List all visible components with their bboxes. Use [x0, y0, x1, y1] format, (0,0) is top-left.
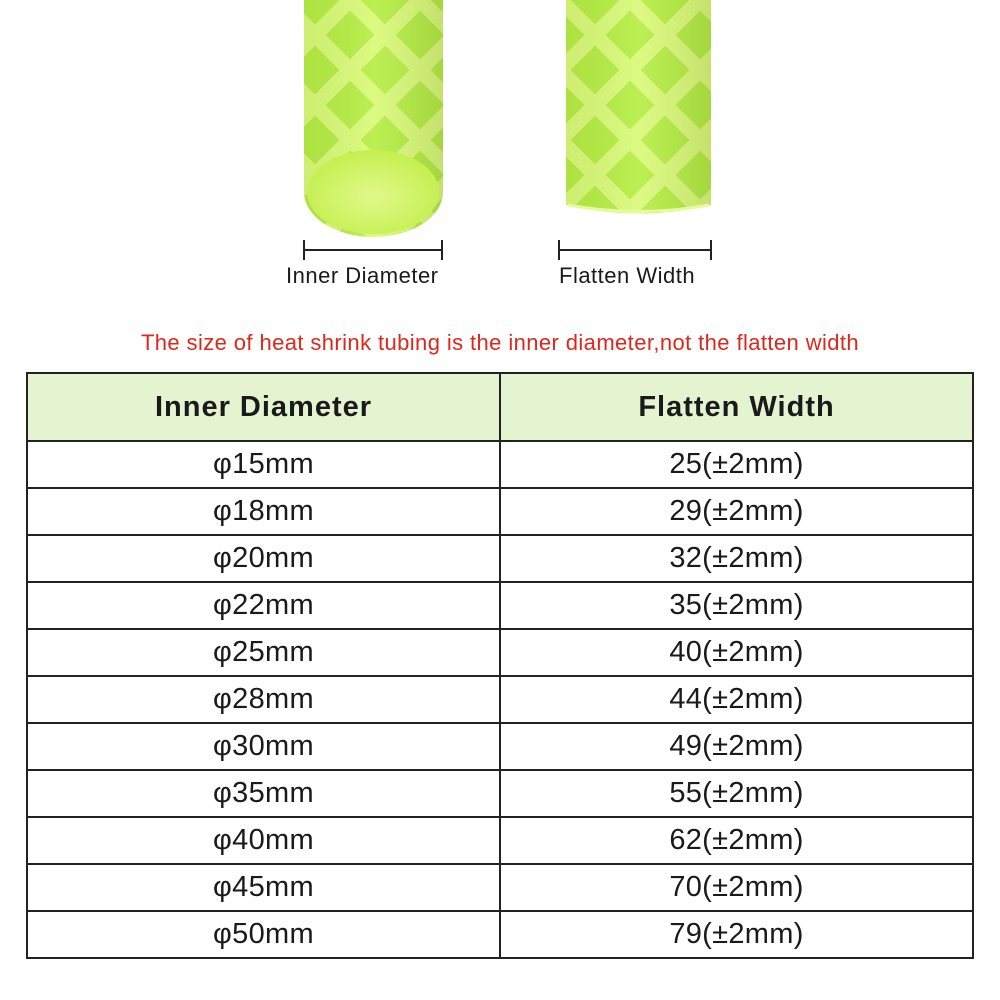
- flattened-tube-image: [566, 0, 711, 214]
- header-flatten-width: Flatten Width: [500, 373, 973, 441]
- table-row: [27, 817, 973, 864]
- flatten-width-cell: 55(±2mm): [500, 770, 973, 817]
- flatten-width-dimension-line: [559, 240, 711, 260]
- table-row: [27, 676, 973, 723]
- flatten-width-cell: 49(±2mm): [500, 723, 973, 770]
- inner-diameter-cell: φ28mm: [27, 676, 500, 723]
- flatten-width-cell: 70(±2mm): [500, 864, 973, 911]
- flatten-width-cell: 62(±2mm): [500, 817, 973, 864]
- inner-diameter-cell: φ20mm: [27, 535, 500, 582]
- size-notice: The size of heat shrink tubing is the inner diameter,not the flatten width: [140, 330, 860, 355]
- flatten-width-cell: 79(±2mm): [500, 911, 973, 958]
- flatten-width-cell: 40(±2mm): [500, 629, 973, 676]
- size-table: [26, 372, 974, 959]
- flatten-width-cell: 32(±2mm): [500, 535, 973, 582]
- inner-diameter-cell: φ25mm: [27, 629, 500, 676]
- inner-diameter-cell: φ35mm: [27, 770, 500, 817]
- header-inner-diameter: Inner Diameter: [27, 373, 500, 441]
- inner-diameter-cell: φ45mm: [27, 864, 500, 911]
- table-row: [27, 582, 973, 629]
- inner-diameter-cell: φ18mm: [27, 488, 500, 535]
- flatten-width-cell: 25(±2mm): [500, 441, 973, 488]
- table-row: [27, 488, 973, 535]
- inner-diameter-cell: φ40mm: [27, 817, 500, 864]
- flatten-width-cell: 35(±2mm): [500, 582, 973, 629]
- inner-diameter-cell: φ22mm: [27, 582, 500, 629]
- inner-diameter-cell: φ15mm: [27, 441, 500, 488]
- table-row: [27, 535, 973, 582]
- inner-diameter-dimension-line: [304, 240, 442, 260]
- table-row: [27, 723, 973, 770]
- flatten-width-cell: 44(±2mm): [500, 676, 973, 723]
- table-row: [27, 911, 973, 958]
- table-row: [27, 441, 973, 488]
- flatten-width-label: Flatten Width: [559, 263, 696, 288]
- flatten-width-cell: 29(±2mm): [500, 488, 973, 535]
- tubing-illustration: [0, 0, 1000, 300]
- table-row: [27, 864, 973, 911]
- inner-diameter-cell: φ50mm: [27, 911, 500, 958]
- table-row: [27, 629, 973, 676]
- inner-diameter-label: Inner Diameter: [286, 263, 439, 288]
- round-tube-image: [304, 0, 443, 237]
- table-row: [27, 770, 973, 817]
- table-header-row: [27, 373, 973, 441]
- inner-diameter-cell: φ30mm: [27, 723, 500, 770]
